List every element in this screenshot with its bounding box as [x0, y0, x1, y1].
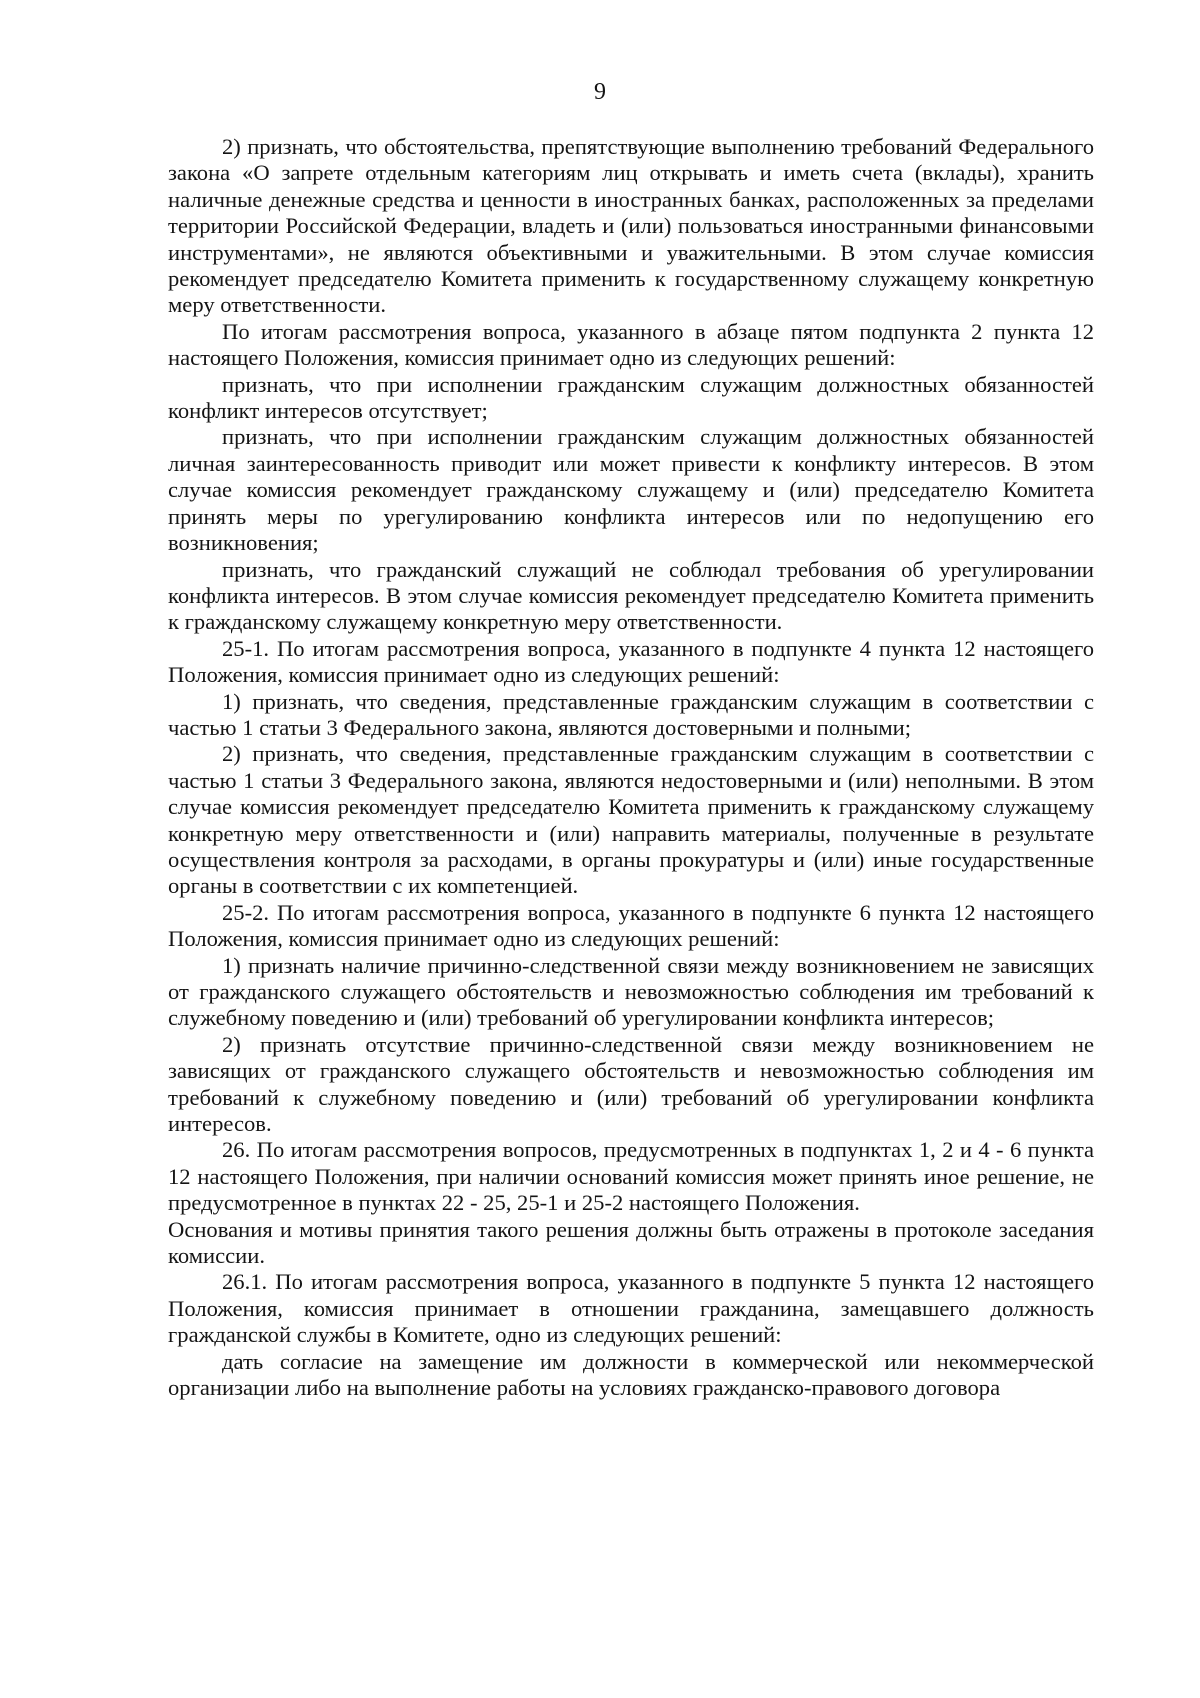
paragraph: Основания и мотивы принятия такого решения должны быть отражены в протоколе заседания комиссии.	[168, 1216, 1094, 1269]
paragraph: признать, что гражданский служащий не соблюдал требования об урегулировании конфликта интересов. В этом случае комиссия рекомендует председателю Комитета применить к гражданскому служащему конкретную меру ответственности.	[168, 556, 1094, 635]
paragraph: По итогам рассмотрения вопроса, указанного в абзаце пятом подпункта 2 пункта 12 настоящего Положения, комиссия принимает одно из следующих решений:	[168, 318, 1094, 371]
paragraph: 26. По итогам рассмотрения вопросов, предусмотренных в подпунктах 1, 2 и 4 - 6 пункта 12 настоящего Положения, при наличии оснований комиссия может принять иное решение, не предусмотренное в пунктах 22 - 25, 25-1 и 25-2 настоящего Положения.	[168, 1137, 1094, 1216]
paragraph: признать, что при исполнении гражданским служащим должностных обязанностей конфликт интересов отсутствует;	[168, 371, 1094, 424]
paragraph: признать, что при исполнении гражданским служащим должностных обязанностей личная заинтересованность приводит или может привести к конфликту интересов. В этом случае комиссия рекомендует гражданскому служащему и (или) председателю Комитета принять меры по урегулированию конфликта интересов или по недопущению его возникновения;	[168, 424, 1094, 556]
paragraph: 2) признать, что сведения, представленные гражданским служащим в соответствии с частью 1 статьи 3 Федерального закона, являются недостоверными и (или) неполными. В этом случае комиссия рекомендует председателю Комитета применить к гражданскому служащему конкретную меру ответственности и (или) направить материалы, полученные в результате осуществления контроля за расходами, в органы прокуратуры и (или) иные государственные органы в соответствии с их компетенцией.	[168, 741, 1094, 899]
paragraph: 1) признать, что сведения, представленные гражданским служащим в соответствии с частью 1 статьи 3 Федерального закона, являются достоверными и полными;	[168, 688, 1094, 740]
page-number: 9	[594, 79, 606, 105]
paragraph: дать согласие на замещение им должности в коммерческой или некоммерческой организации либо на выполнение работы на условиях гражданско-правового договора	[168, 1348, 1094, 1401]
paragraph: 2) признать отсутствие причинно-следственной связи между возникновением не зависящих от гражданского служащего обстоятельств и невозможностью соблюдения им требований к служебному поведению и (или) требований об урегулировании конфликта интересов.	[168, 1031, 1094, 1137]
document-body	[168, 134, 1094, 1402]
paragraph: 2) признать, что обстоятельства, препятствующие выполнению требований Федерального закона «О запрете отдельным категориям лиц открывать и иметь счета (вклады), хранить наличные денежные средства и ценности в иностранных банках, расположенных за пределами территории Российской Федерации, владеть и (или) пользоваться иностранными финансовыми инструментами», не являются объективными и уважительными. В этом случае комиссия рекомендует председателю Комитета применить к государственному служащему конкретную меру ответственности.	[168, 134, 1094, 318]
paragraph: 25-1. По итогам рассмотрения вопроса, указанного в подпункте 4 пункта 12 настоящего Положения, комиссия принимает одно из следующих решений:	[168, 635, 1094, 688]
paragraph: 25-2. По итогам рассмотрения вопроса, указанного в подпункте 6 пункта 12 настоящего Положения, комиссия принимает одно из следующих решений:	[168, 899, 1094, 952]
paragraph: 26.1. По итогам рассмотрения вопроса, указанного в подпункте 5 пункта 12 настоящего Положения, комиссия принимает в отношении гражданина, замещавшего должность гражданской службы в Комитете, одно из следующих решений:	[168, 1269, 1094, 1348]
paragraph: 1) признать наличие причинно-следственной связи между возникновением не зависящих от гражданского служащего обстоятельств и невозможностью соблюдения им требований к служебному поведению и (или) требований об урегулировании конфликта интересов;	[168, 952, 1094, 1031]
